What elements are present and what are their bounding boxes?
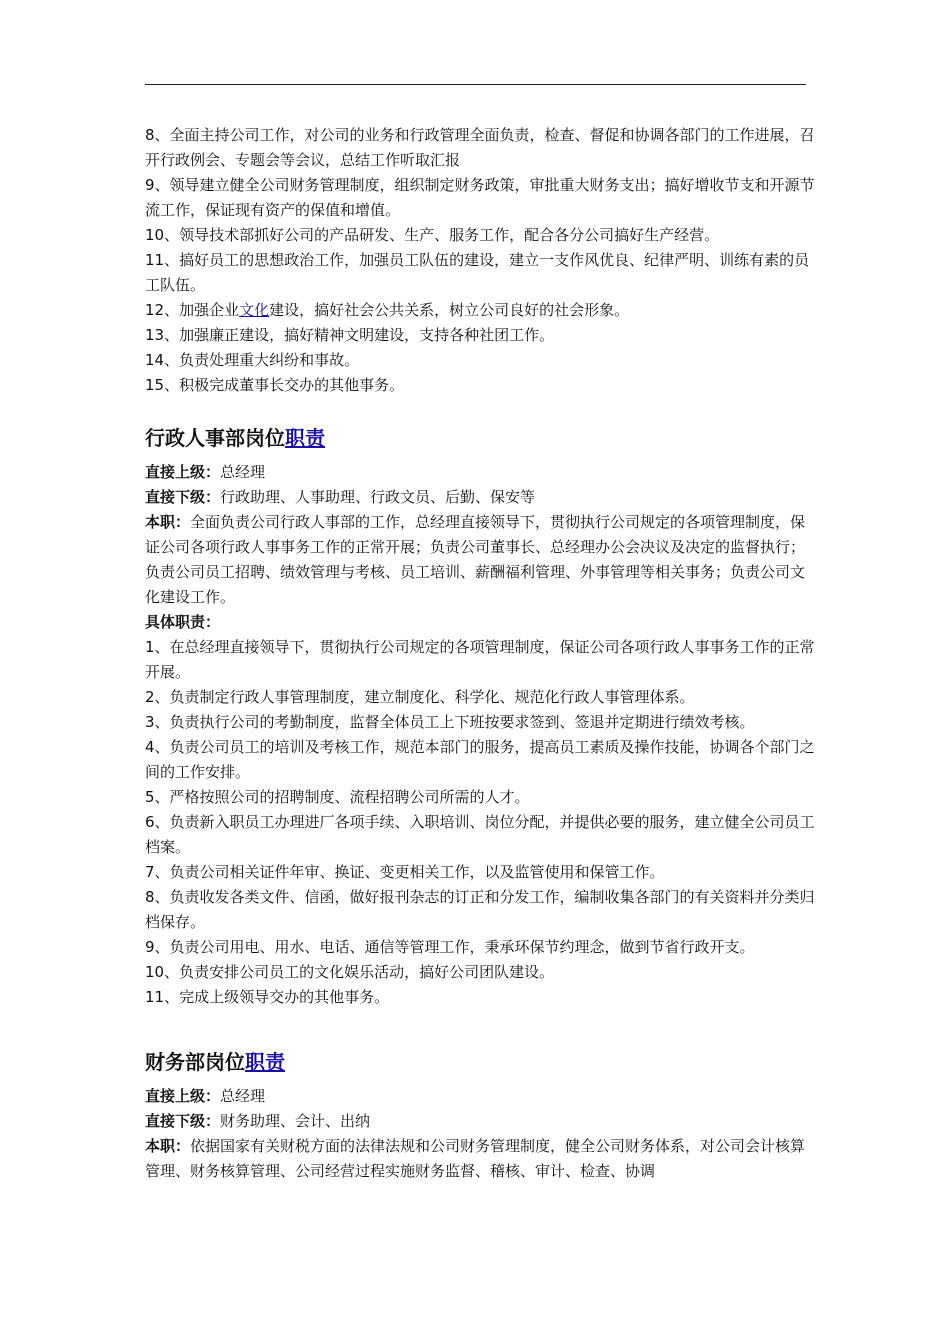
duty-value: 依据国家有关财税方面的法律法规和公司财务管理制度，健全公司财务体系，对公司会计核算管理、财务核算管理、公司经营过程实施财务监督、稽核、审计、检查、协调 (145, 1137, 806, 1180)
list-item: 8、全面主持公司工作，对公司的业务和行政管理全面负责，检查、督促和协调各部门的工作进展，召开行政例会、专题会等会议，总结工作听取汇报 (145, 126, 815, 169)
duty-label: 本职： (145, 513, 191, 531)
subordinate-value: 财务助理、会计、出纳 (220, 1112, 371, 1130)
admin-specific-label: 具体职责： (145, 613, 221, 631)
admin-duty (145, 510, 815, 610)
list-item: 8、负责收发各类文件、信函，做好报刊杂志的订正和分发工作，编制收集各部门的有关资料并分类归档保存。 (145, 888, 815, 931)
culture-link[interactable]: 文化 (239, 301, 270, 319)
admin-heading-text: 行政人事部岗位 (145, 426, 285, 450)
list-item: 14、负责处理重大纠纷和事故。 (145, 351, 360, 369)
document-body (145, 123, 815, 1184)
finance-duty-link[interactable]: 职责 (245, 1050, 285, 1074)
duty-label: 本职： (145, 1137, 191, 1155)
list-item: 9、负责公司用电、用水、电话、通信等管理工作，秉承环保节约理念，做到节省行政开支。 (145, 938, 755, 956)
list-item: 15、积极完成董事长交办的其他事务。 (145, 376, 405, 394)
subordinate-value: 行政助理、人事助理、行政文员、后勤、保安等 (220, 488, 536, 506)
list-item: 10、领导技术部抓好公司的产品研发、生产、服务工作，配合各分公司搞好生产经营。 (145, 226, 720, 244)
finance-subordinate (145, 1109, 815, 1134)
list-item: 5、严格按照公司的招聘制度、流程招聘公司所需的人才。 (145, 788, 530, 806)
admin-subordinate (145, 485, 815, 510)
list-item: 3、负责执行公司的考勤制度，监督全体员工上下班按要求签到、签退并定期进行绩效考核。 (145, 713, 755, 731)
finance-duty (145, 1134, 815, 1184)
admin-section-heading (145, 424, 815, 452)
admin-duty-link[interactable]: 职责 (285, 426, 325, 450)
superior-label: 直接上级： (145, 463, 221, 481)
list-item: 13、加强廉正建设，搞好精神文明建设，支持各种社团工作。 (145, 326, 555, 344)
finance-superior (145, 1084, 815, 1109)
list-item: 1、在总经理直接领导下，贯彻执行公司规定的各项管理制度，保证公司各项行政人事事务工作的正常开展。 (145, 638, 815, 681)
header-rule (145, 84, 806, 85)
finance-heading-text: 财务部岗位 (145, 1050, 245, 1074)
superior-value: 总经理 (220, 463, 266, 481)
list-item: 2、负责制定行政人事管理制度，建立制度化、科学化、规范化行政人事管理体系。 (145, 688, 695, 706)
list-item: 11、完成上级领导交办的其他事务。 (145, 988, 390, 1006)
list-item: 11、搞好员工的思想政治工作，加强员工队伍的建设，建立一支作风优良、纪律严明、训练有素的员工队伍。 (145, 251, 810, 294)
duty-value: 全面负责公司行政人事部的工作，总经理直接领导下，贯彻执行公司规定的各项管理制度，保证公司各项行政人事事务工作的正常开展；负责公司董事长、总经理办公会决议及决定的监督执行；负责公司员工招聘、绩效管理与考核、员工培训、薪酬福利管理、外事管理等相关事务；负责公司文化建设工作。 (145, 513, 806, 606)
list-item: 7、负责公司相关证件年审、换证、变更相关工作，以及监管使用和保管工作。 (145, 863, 665, 881)
list-item: 4、负责公司员工的培训及考核工作，规范本部门的服务，提高员工素质及操作技能，协调各个部门之间的工作安排。 (145, 738, 815, 781)
admin-superior (145, 460, 815, 485)
item12-after: 建设，搞好社会公共关系，树立公司良好的社会形象。 (269, 301, 630, 319)
item12-before: 12、加强企业 (145, 301, 240, 319)
finance-section-heading (145, 1048, 815, 1076)
subordinate-label: 直接下级： (145, 488, 221, 506)
superior-label: 直接上级： (145, 1087, 221, 1105)
list-item: 6、负责新入职员工办理进厂各项手续、入职培训、岗位分配，并提供必要的服务，建立健全公司员工档案。 (145, 813, 815, 856)
subordinate-label: 直接下级： (145, 1112, 221, 1130)
list-item: 9、领导建立健全公司财务管理制度，组织制定财务政策，审批重大财务支出；搞好增收节支和开源节流工作，保证现有资产的保值和增值。 (145, 176, 815, 219)
superior-value: 总经理 (220, 1087, 266, 1105)
list-item: 10、负责安排公司员工的文化娱乐活动，搞好公司团队建设。 (145, 963, 555, 981)
list-item (145, 298, 815, 323)
